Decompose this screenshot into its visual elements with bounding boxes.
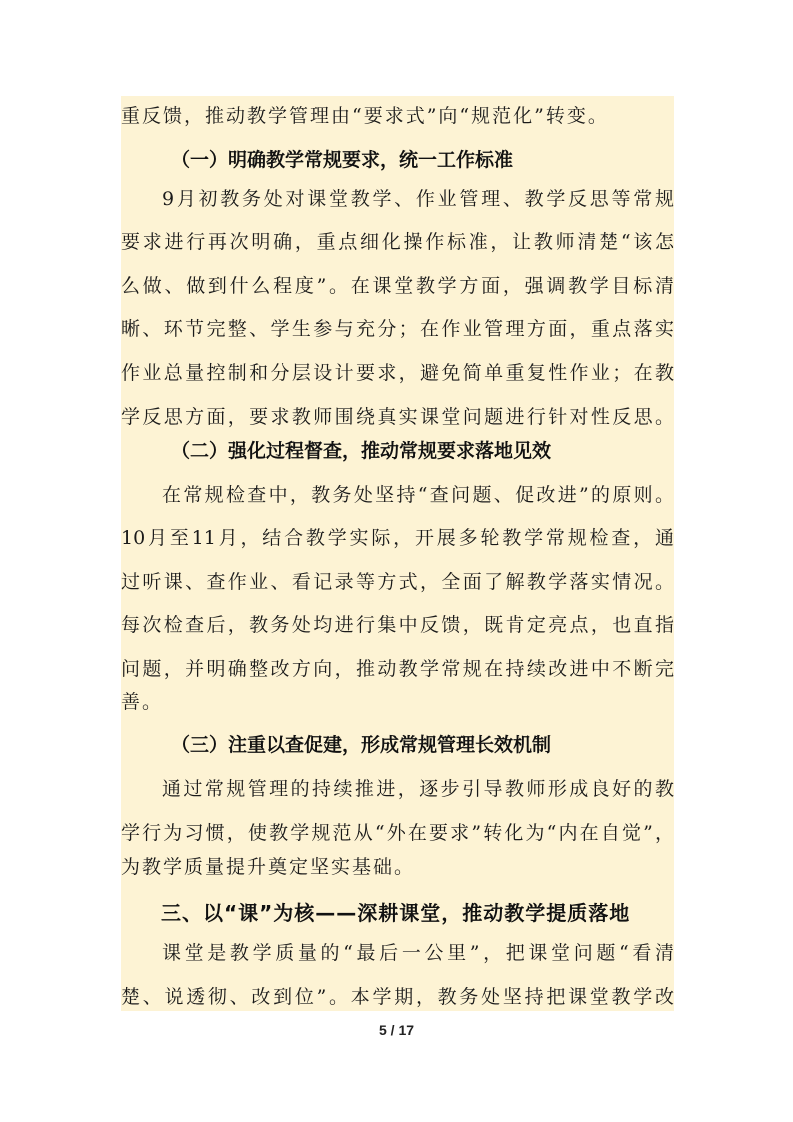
- chapter-heading: 三、以“课”为核——深耕课堂，推动教学提质落地: [161, 901, 631, 925]
- section-heading-3: （三）注重以查促建，形成常规管理长效机制: [171, 734, 552, 756]
- paragraph-line: 10月至11月，结合教学实际，开展多轮教学常规检查，通: [121, 527, 674, 549]
- paragraph-line: 问题，并明确整改方向，推动教学常规在持续改进中不断完: [121, 658, 674, 680]
- paragraph-line: 重反馈，推动教学管理由“要求式”向“规范化”转变。: [121, 105, 609, 127]
- section-heading-2: （二）强化过程督查，推动常规要求落地见效: [171, 440, 552, 462]
- paragraph-line: 过听课、查作业、看记录等方式，全面了解教学落实情况。: [121, 571, 674, 593]
- paragraph-line: 善。: [121, 691, 164, 713]
- page-number: 5 / 17: [378, 1022, 415, 1038]
- paragraph-line: 学反思方面，要求教师围绕真实课堂问题进行针对性反思。: [121, 406, 674, 428]
- section-heading-1: （一）明确教学常规要求，统一工作标准: [171, 149, 514, 171]
- paragraph-line: 通过常规管理的持续推进，逐步引导教师形成良好的教: [162, 778, 674, 800]
- paragraph-line: 要求进行再次明确，重点细化操作标准，让教师清楚“该怎: [121, 231, 674, 253]
- paragraph-line: 课堂是教学质量的“最后一公里”，把课堂问题“看清: [162, 942, 674, 964]
- paragraph-line: 作业总量控制和分层设计要求，避免简单重复性作业；在教: [121, 362, 674, 384]
- paragraph-line: 在常规检查中，教务处坚持“查问题、促改进”的原则。: [162, 484, 674, 506]
- paragraph-line: 么做、做到什么程度”。在课堂教学方面，强调教学目标清: [121, 275, 674, 297]
- paragraph-line: 为教学质量提升奠定坚实基础。: [121, 856, 416, 878]
- document-page-body: [121, 96, 674, 1011]
- paragraph-line: 9月初教务处对课堂教学、作业管理、教学反思等常规: [162, 188, 674, 210]
- paragraph-line: 每次检查后，教务处均进行集中反馈，既肯定亮点，也直指: [121, 614, 674, 636]
- paragraph-line: 晰、环节完整、学生参与充分；在作业管理方面，重点落实: [121, 318, 674, 340]
- paragraph-line: 楚、说透彻、改到位”。本学期，教务处坚持把课堂教学改: [121, 986, 674, 1008]
- paragraph-line: 学行为习惯，使教学规范从“外在要求”转化为“内在自觉”，: [121, 822, 674, 844]
